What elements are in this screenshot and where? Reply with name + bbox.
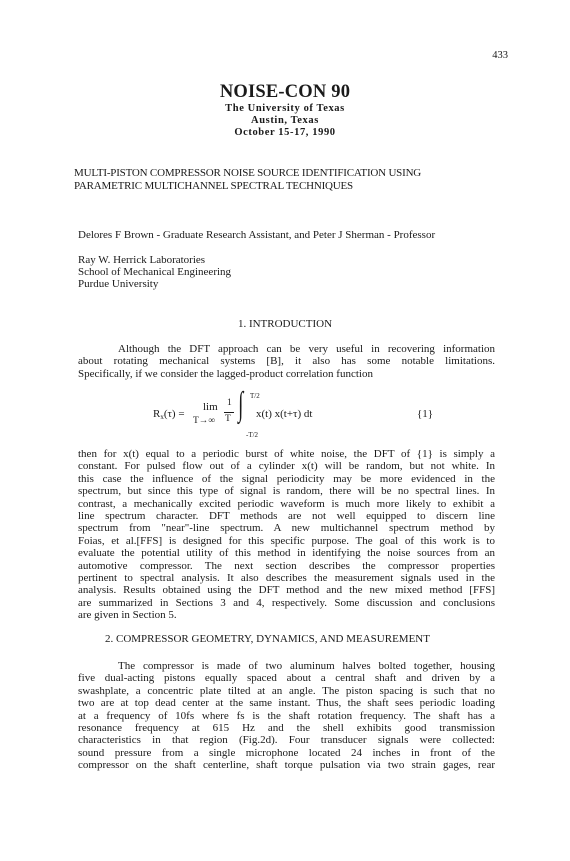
- equation-number: {1}: [417, 408, 434, 420]
- intro-line: about rotating mechanical systems [B], it also has some notable limitations.: [78, 355, 495, 368]
- section1-body: [78, 448, 495, 621]
- body-line: The compressor is made of two aluminum halves bolted together, housing: [118, 660, 495, 672]
- affiliation-lab: Ray W. Herrick Laboratories: [78, 254, 206, 266]
- body-line: are summarized in Sections 3 and 4, respectively. Some discussion and conclusions: [78, 596, 495, 609]
- affiliation-university: Purdue University: [78, 278, 159, 290]
- body-line: Foias, et al.[FFS] is designed for this specific purpose. The goal of this work is to: [78, 534, 495, 547]
- body-line: evaluate the potential utility of this method in identifying the noise sources from an: [78, 547, 495, 560]
- body-line: this case the influence of the signal periodicity may be more evidenced in the: [78, 472, 495, 485]
- body-line: five dual-acting pistons equally spaced about a central shaft and driven by a: [78, 672, 495, 685]
- body-line: are given in Section 5.: [78, 609, 177, 622]
- section2-body: [78, 660, 495, 772]
- equation-fraction-bar: [224, 412, 234, 413]
- paper-title-line2: PARAMETRIC MULTICHANNEL SPECTRAL TECHNIQUES: [74, 180, 353, 192]
- section2-heading: 2. COMPRESSOR GEOMETRY, DYNAMICS, AND MEASUREMENT: [105, 633, 430, 645]
- equation-lhs: $R_x(\tau)$ =: [153, 408, 185, 421]
- body-line: spectrum, but since this type of signal is random, there will be no spectral lines. In: [78, 485, 495, 498]
- body-line: resonance frequency at 615 Hz and the shell exhibits good transmission: [78, 721, 495, 734]
- conference-dates: October 15-17, 1990: [234, 127, 336, 138]
- section1-heading: 1. INTRODUCTION: [237, 318, 333, 330]
- body-line: analysis. Results obtained using the DFT method and the new mixed method [FFS]: [78, 584, 495, 597]
- body-line: automotive compressor. The next section describes the compressor properties: [78, 559, 495, 572]
- body-line: swashplate, a concentric plate tilted at an angle. The piston spacing is such that no: [78, 684, 495, 697]
- body-line: at a frequency of 10fs where fs is the shaft rotation frequency. The shaft has a: [78, 709, 495, 722]
- integral-lower-limit: -T/2: [246, 431, 259, 439]
- equation-integrand: x(t) x(t+τ) dt: [256, 408, 313, 420]
- body-line: spectrum from "near"-line spectrum. A new multichannel spectrum method by: [78, 522, 495, 535]
- intro-line: Although the DFT approach can be very useful in recovering information: [118, 343, 495, 355]
- body-line: line spectrum character. DFT methods are not well equipped to discern line: [78, 509, 495, 522]
- equation-frac-num: 1: [227, 398, 232, 408]
- body-line: constant. For pulsed flow out of a cylinder x(t) will be random, but not white. In: [78, 460, 495, 473]
- authors: Delores F Brown - Graduate Research Assistant, and Peter J Sherman - Professor: [78, 229, 436, 241]
- page-number: 433: [492, 50, 508, 61]
- conference-title: NOISE-CON 90: [219, 82, 351, 102]
- integral-sign: ∫: [238, 386, 244, 423]
- body-line: then for x(t) equal to a periodic burst of white noise, the DFT of {1} is simply a: [78, 448, 495, 460]
- conference-city: Austin, Texas: [251, 115, 319, 126]
- affiliation-school: School of Mechanical Engineering: [78, 266, 232, 278]
- equation-lim: lim: [203, 401, 218, 413]
- section1-intro: [78, 343, 495, 380]
- body-line: contrast, a mechanically excited periodic waveform is much more likely to exhibit a: [78, 497, 495, 510]
- paper-title-line1: MULTI-PISTON COMPRESSOR NOISE SOURCE IDENTIFICATION USING: [74, 167, 422, 179]
- body-line: compressor on the shaft centerline, shaft torque pulsation via two strain gages, rear: [78, 759, 495, 772]
- integral-upper-limit: T/2: [250, 392, 260, 400]
- equation-lim-under: T→∞: [193, 416, 216, 426]
- body-line: two are at top dead center at the same instant. Thus, the shaft sees periodic loading: [78, 697, 495, 710]
- equation-frac-den: T: [225, 414, 231, 424]
- body-line: sound pressure from a single microphone located 24 inches in front of the: [78, 746, 495, 759]
- body-line: pertinent to spectral analysis. It also describes the measurement signals used in the: [78, 571, 495, 584]
- conference-venue: The University of Texas: [225, 103, 345, 114]
- body-line: characteristics in that region (Fig.2d). Four transducer signals were collected:: [78, 734, 495, 747]
- intro-line: Specifically, if we consider the lagged-product correlation function: [78, 367, 373, 380]
